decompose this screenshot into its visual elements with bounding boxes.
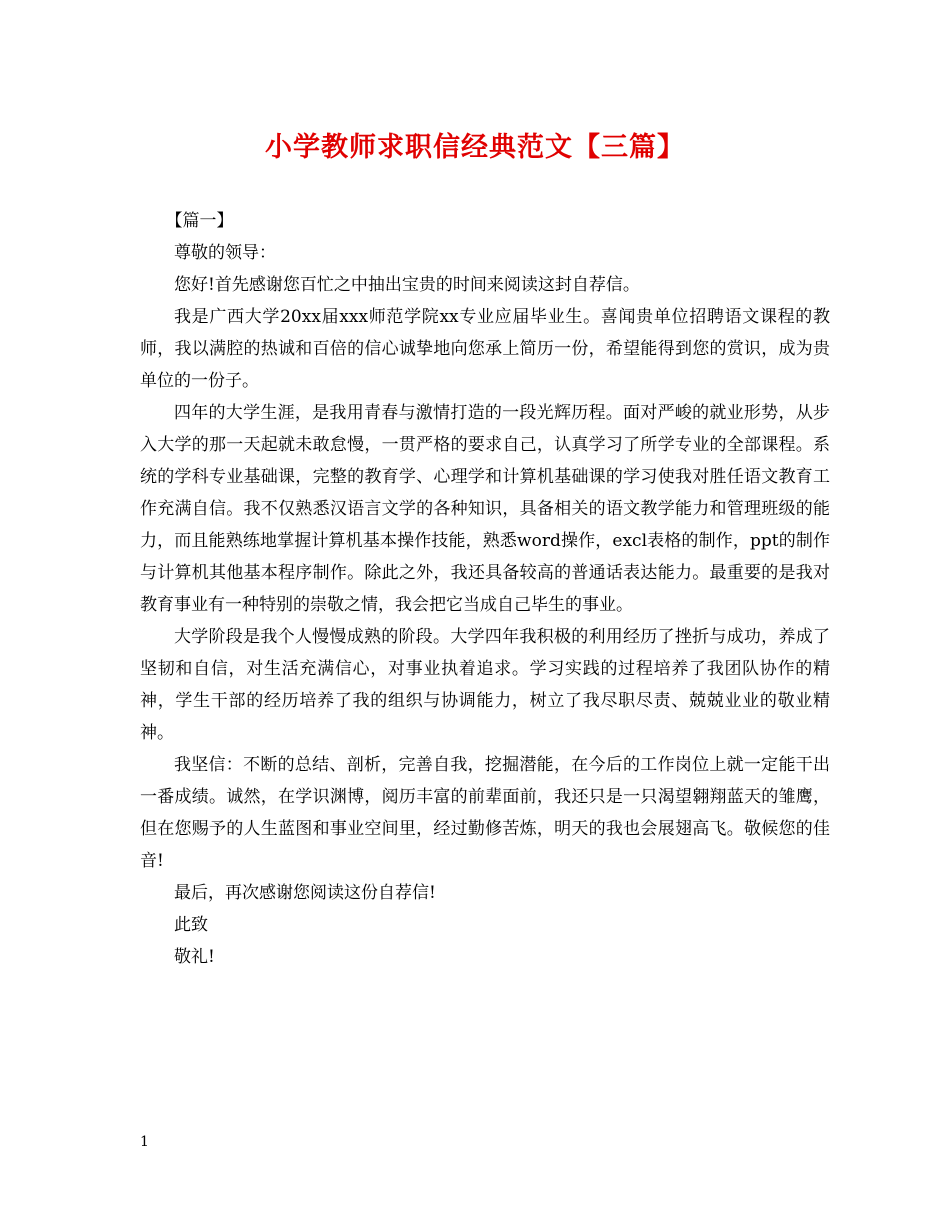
paragraph: 我是广西大学20xx届xxx师范学院xx专业应届毕业生。喜闻贵单位招聘语文课程的教师，我以满腔的热诚和百倍的信心诚挚地向您承上简历一份，希望能得到您的赏识，成为贵单位的一份子。 [140,307,830,391]
paragraph: 最后，再次感谢您阅读这份自荐信! [174,883,436,903]
page-number: 1 [140,1134,149,1150]
salutation: 尊敬的领导： [174,243,276,263]
section-label: 【篇一】 [165,211,234,231]
paragraph: 您好!首先感谢您百忙之中抽出宝贵的时间来阅读这封自荐信。 [174,275,640,295]
closing-line: 敬礼! [174,947,215,967]
closing-line: 此致 [174,915,208,935]
paragraph: 四年的大学生涯，是我用青春与激情打造的一段光辉历程。面对严峻的就业形势，从步入大学的那一天起就未敢怠慢，一贯严格的要求自己，认真学习了所学专业的全部课程。系统的学科专业基础课，完整的教育学、心理学和计算机基础课的学习使我对胜任语文教育工作充满自信。我不仅熟悉汉语言文学的各种知识，具备相关的语文教学能力和管理班级的能力，而且能熟练地掌握计算机基本操作技能，熟悉word操作，excl表格的制作，ppt的制作与计算机其他基本程序制作。除此之外，我还具备较高的普通话表达能力。最重要的是我对教育事业有一种特别的崇敬之情，我会把它当成自己毕生的事业。 [140,403,830,615]
document-body [140,205,830,973]
document-title: 小学教师求职信经典范文【三篇】 [265,132,685,163]
paragraph: 大学阶段是我个人慢慢成熟的阶段。大学四年我积极的利用经历了挫折与成功，养成了坚韧和自信，对生活充满信心，对事业执着追求。学习实践的过程培养了我团队协作的精神，学生干部的经历培养了我的组织与协调能力，树立了我尽职尽责、兢兢业业的敬业精神。 [140,627,830,743]
paragraph: 我坚信：不断的总结、剖析，完善自我，挖掘潜能，在今后的工作岗位上就一定能干出一番成绩。诚然，在学识渊博，阅历丰富的前辈面前，我还只是一只渴望翱翔蓝天的雏鹰，但在您赐予的人生蓝图和事业空间里，经过勤修苦炼，明天的我也会展翅高飞。敬候您的佳音! [140,755,830,871]
